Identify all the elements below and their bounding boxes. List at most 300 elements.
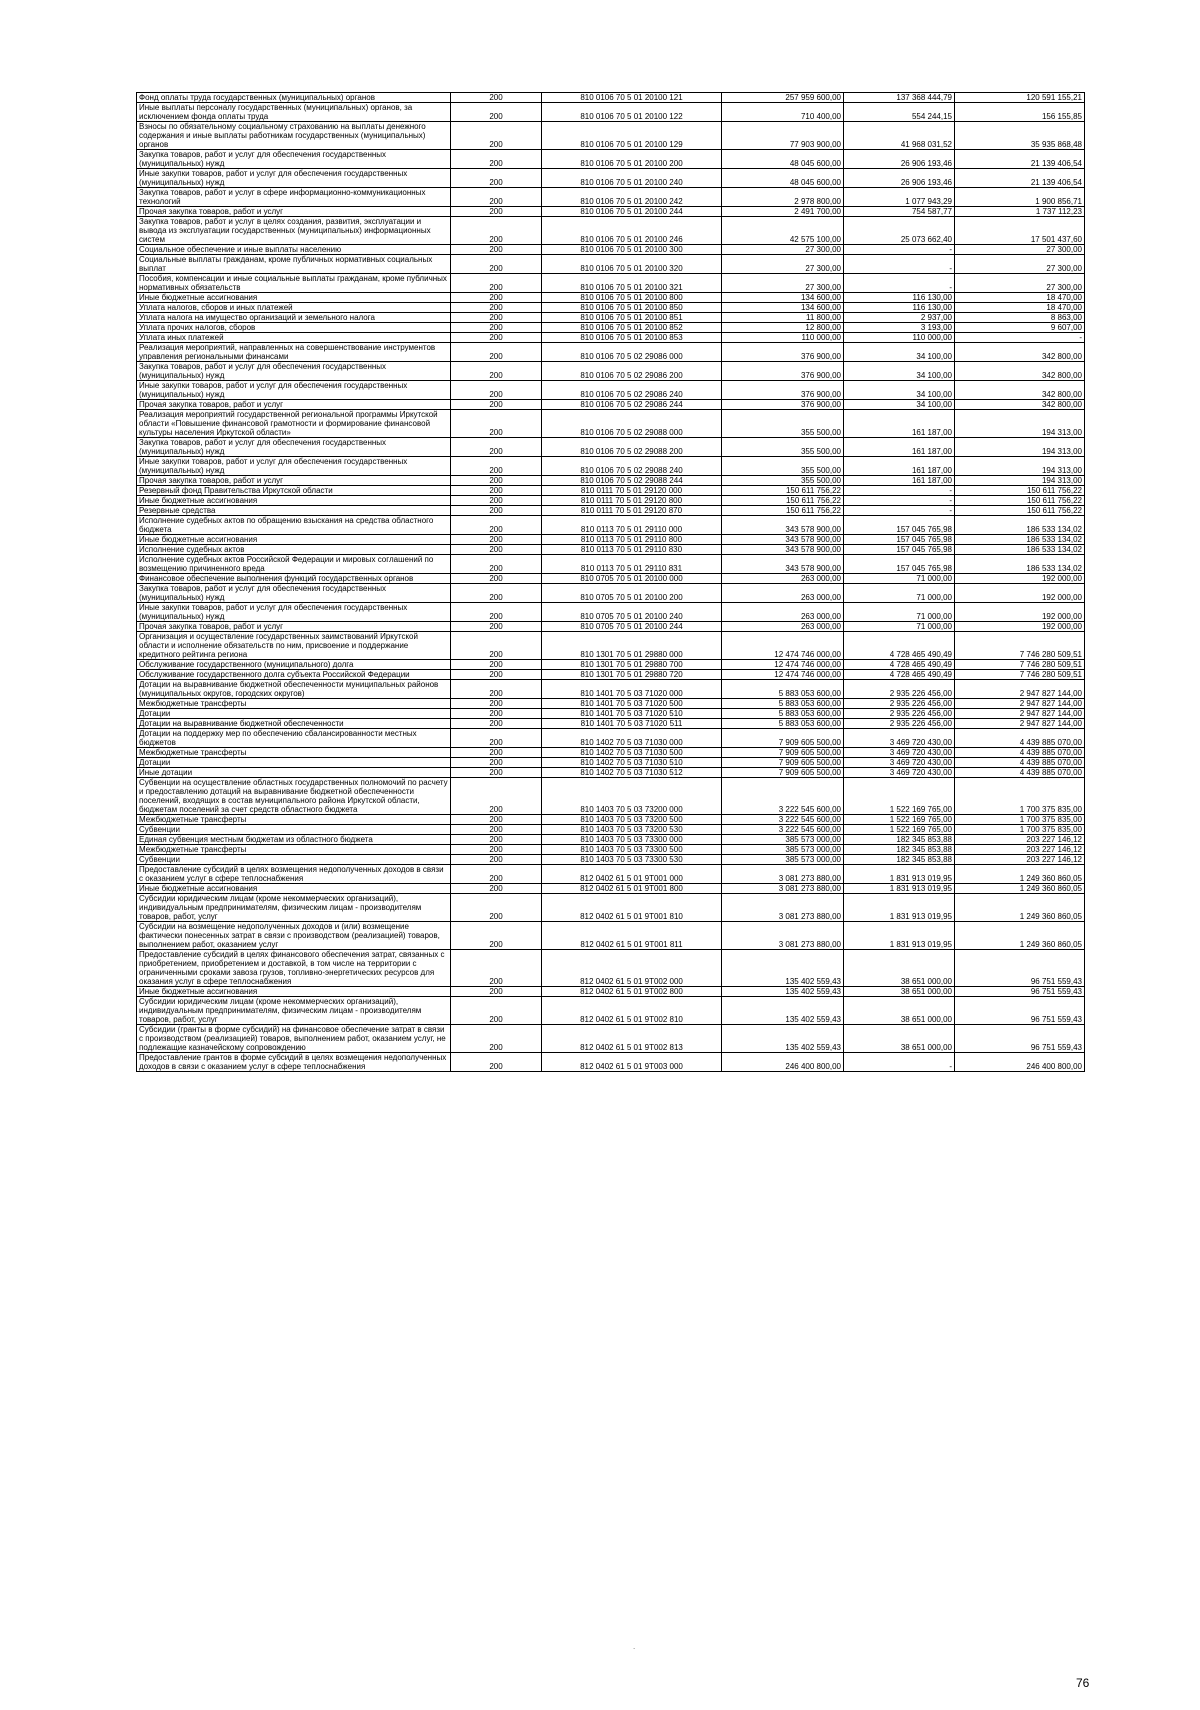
table-row <box>137 768 1085 778</box>
row-approved: 5 883 053 600,00 <box>722 699 844 709</box>
table-row <box>137 457 1085 476</box>
row-executed: 157 045 765,98 <box>844 535 955 545</box>
row-remaining: 27 300,00 <box>955 245 1085 255</box>
row-name: Прочая закупка товаров, работ и услуг <box>137 400 451 410</box>
row-remaining: 203 227 146,12 <box>955 835 1085 845</box>
row-executed: 41 968 031,52 <box>844 122 955 150</box>
row-budget-code: 810 0111 70 5 01 29120 800 <box>542 496 722 506</box>
row-executed: 1 831 913 019,95 <box>844 894 955 922</box>
row-remaining: 35 935 868,48 <box>955 122 1085 150</box>
row-approved: 263 000,00 <box>722 574 844 584</box>
row-approved: 12 800,00 <box>722 323 844 333</box>
row-remaining: 150 611 756,22 <box>955 486 1085 496</box>
row-code: 200 <box>451 362 542 381</box>
row-remaining: 1 700 375 835,00 <box>955 815 1085 825</box>
row-code: 200 <box>451 748 542 758</box>
row-name: Взносы по обязательному социальному страхованию на выплаты денежного содержания и иные выплаты работникам государственных (муниципальных) органов <box>137 122 451 150</box>
row-executed: - <box>844 1053 955 1072</box>
row-executed: 38 651 000,00 <box>844 997 955 1025</box>
row-executed: 161 187,00 <box>844 476 955 486</box>
row-budget-code: 810 0113 70 5 01 29110 800 <box>542 535 722 545</box>
row-executed: 1 831 913 019,95 <box>844 884 955 894</box>
row-remaining: 192 000,00 <box>955 603 1085 622</box>
row-remaining: 1 249 360 860,05 <box>955 922 1085 950</box>
row-executed: 754 587,77 <box>844 207 955 217</box>
row-budget-code: 810 1403 70 5 03 73200 500 <box>542 815 722 825</box>
table-row <box>137 245 1085 255</box>
row-approved: 7 909 605 500,00 <box>722 748 844 758</box>
table-row <box>137 516 1085 535</box>
row-budget-code: 810 1402 70 5 03 71030 510 <box>542 758 722 768</box>
row-name: Иные бюджетные ассигнования <box>137 496 451 506</box>
row-budget-code: 810 0106 70 5 01 20100 246 <box>542 217 722 245</box>
row-approved: 135 402 559,43 <box>722 997 844 1025</box>
table-row <box>137 293 1085 303</box>
row-name: Закупка товаров, работ и услуг в сфере информационно-коммуникационных технологий <box>137 188 451 207</box>
row-budget-code: 810 0106 70 5 01 20100 121 <box>542 93 722 103</box>
row-approved: 7 909 605 500,00 <box>722 768 844 778</box>
row-code: 200 <box>451 884 542 894</box>
row-name: Закупка товаров, работ и услуг для обеспечения государственных (муниципальных) нужд <box>137 584 451 603</box>
row-remaining: 96 751 559,43 <box>955 1025 1085 1053</box>
table-row <box>137 103 1085 122</box>
row-approved: 385 573 000,00 <box>722 855 844 865</box>
row-remaining: 203 227 146,12 <box>955 855 1085 865</box>
row-code: 200 <box>451 709 542 719</box>
row-approved: 5 883 053 600,00 <box>722 719 844 729</box>
row-approved: 12 474 746 000,00 <box>722 660 844 670</box>
row-approved: 135 402 559,43 <box>722 1025 844 1053</box>
row-remaining: 27 300,00 <box>955 255 1085 274</box>
row-name: Уплата налога на имущество организаций и земельного налога <box>137 313 451 323</box>
row-code: 200 <box>451 632 542 660</box>
table-row <box>137 835 1085 845</box>
row-budget-code: 810 0106 70 5 02 29088 200 <box>542 438 722 457</box>
row-name: Обслуживание государственного (муниципального) долга <box>137 660 451 670</box>
table-row <box>137 555 1085 574</box>
table-row <box>137 950 1085 987</box>
row-executed: - <box>844 274 955 293</box>
row-name: Финансовое обеспечение выполнения функций государственных органов <box>137 574 451 584</box>
row-name: Реализация мероприятий государственной региональной программы Иркутской области «Повышение финансовой грамотности и формирование финансовой культуры населения Иркутской области» <box>137 410 451 438</box>
row-budget-code: 810 0106 70 5 01 20100 129 <box>542 122 722 150</box>
row-approved: 263 000,00 <box>722 584 844 603</box>
row-budget-code: 810 1401 70 5 03 71020 511 <box>542 719 722 729</box>
row-name: Социальное обеспечение и иные выплаты населению <box>137 245 451 255</box>
row-approved: 710 400,00 <box>722 103 844 122</box>
row-approved: 355 500,00 <box>722 457 844 476</box>
row-remaining: 1 249 360 860,05 <box>955 865 1085 884</box>
row-code: 200 <box>451 535 542 545</box>
row-code: 200 <box>451 815 542 825</box>
row-executed: 1 522 169 765,00 <box>844 825 955 835</box>
row-budget-code: 810 0106 70 5 01 20100 853 <box>542 333 722 343</box>
row-name: Дотации на выравнивание бюджетной обеспеченности <box>137 719 451 729</box>
row-name: Субвенции <box>137 825 451 835</box>
row-remaining: 150 611 756,22 <box>955 496 1085 506</box>
table-row <box>137 719 1085 729</box>
row-executed: 2 935 226 456,00 <box>844 699 955 709</box>
row-remaining: 342 800,00 <box>955 343 1085 362</box>
row-executed: - <box>844 245 955 255</box>
row-budget-code: 810 1401 70 5 03 71020 000 <box>542 680 722 699</box>
row-budget-code: 810 0113 70 5 01 29110 830 <box>542 545 722 555</box>
row-code: 200 <box>451 486 542 496</box>
row-approved: 3 222 545 600,00 <box>722 778 844 815</box>
row-approved: 343 578 900,00 <box>722 516 844 535</box>
table-row <box>137 855 1085 865</box>
row-budget-code: 810 1301 70 5 01 29880 720 <box>542 670 722 680</box>
table-row <box>137 486 1085 496</box>
row-name: Закупка товаров, работ и услуг для обеспечения государственных (муниципальных) нужд <box>137 438 451 457</box>
row-budget-code: 812 0402 61 5 01 9Т001 810 <box>542 894 722 922</box>
row-budget-code: 810 1301 70 5 01 29880 000 <box>542 632 722 660</box>
row-executed: 137 368 444,79 <box>844 93 955 103</box>
row-remaining: 156 155,85 <box>955 103 1085 122</box>
row-code: 200 <box>451 343 542 362</box>
row-code: 200 <box>451 207 542 217</box>
row-name: Единая субвенция местным бюджетам из областного бюджета <box>137 835 451 845</box>
row-approved: 7 909 605 500,00 <box>722 758 844 768</box>
row-approved: 27 300,00 <box>722 245 844 255</box>
row-budget-code: 810 0106 70 5 01 20100 851 <box>542 313 722 323</box>
row-name: Субсидии юридическим лицам (кроме некоммерческих организаций), индивидуальным предпринимателям, физическим лицам - производителям товаров, работ, услуг <box>137 894 451 922</box>
row-name: Дотации <box>137 758 451 768</box>
row-budget-code: 810 0106 70 5 02 29086 000 <box>542 343 722 362</box>
row-name: Закупка товаров, работ и услуг для обеспечения государственных (муниципальных) нужд <box>137 362 451 381</box>
row-name: Резервный фонд Правительства Иркутской области <box>137 486 451 496</box>
row-approved: 134 600,00 <box>722 303 844 313</box>
row-executed: 3 193,00 <box>844 323 955 333</box>
row-executed: 1 831 913 019,95 <box>844 922 955 950</box>
row-approved: 3 222 545 600,00 <box>722 815 844 825</box>
row-code: 200 <box>451 506 542 516</box>
row-executed: 2 935 226 456,00 <box>844 719 955 729</box>
row-approved: 42 575 100,00 <box>722 217 844 245</box>
row-code: 200 <box>451 457 542 476</box>
table-row <box>137 188 1085 207</box>
row-executed: 4 728 465 490,49 <box>844 660 955 670</box>
row-name: Субвенции на осуществление областных государственных полномочий по расчету и предоставлению дотаций на выравнивание бюджетной обеспеченности поселений, входящих в состав муниципального района Иркутской области, бюджетам поселений за счет средств областного бюджета <box>137 778 451 815</box>
row-code: 200 <box>451 584 542 603</box>
row-approved: 77 903 900,00 <box>722 122 844 150</box>
row-code: 200 <box>451 323 542 333</box>
row-approved: 343 578 900,00 <box>722 545 844 555</box>
row-name: Иные бюджетные ассигнования <box>137 987 451 997</box>
row-executed: 71 000,00 <box>844 603 955 622</box>
row-executed: 182 345 853,88 <box>844 845 955 855</box>
row-approved: 355 500,00 <box>722 410 844 438</box>
table-row <box>137 217 1085 245</box>
table-row <box>137 584 1085 603</box>
row-executed: 34 100,00 <box>844 343 955 362</box>
row-executed: 3 469 720 430,00 <box>844 768 955 778</box>
row-code: 200 <box>451 768 542 778</box>
table-row <box>137 400 1085 410</box>
row-approved: 385 573 000,00 <box>722 845 844 855</box>
row-executed: 71 000,00 <box>844 574 955 584</box>
row-budget-code: 810 0705 70 5 01 20100 200 <box>542 584 722 603</box>
row-budget-code: 810 1403 70 5 03 73300 500 <box>542 845 722 855</box>
row-executed: 1 831 913 019,95 <box>844 865 955 884</box>
row-approved: 3 081 273 880,00 <box>722 884 844 894</box>
row-remaining: 18 470,00 <box>955 303 1085 313</box>
row-name: Социальные выплаты гражданам, кроме публичных нормативных социальных выплат <box>137 255 451 274</box>
page-number: 76 <box>1076 1676 1090 1690</box>
row-remaining: 4 439 885 070,00 <box>955 758 1085 768</box>
row-approved: 343 578 900,00 <box>722 535 844 545</box>
row-remaining: 186 533 134,02 <box>955 545 1085 555</box>
table-row <box>137 709 1085 719</box>
table-row <box>137 574 1085 584</box>
row-remaining: 342 800,00 <box>955 381 1085 400</box>
table-row <box>137 748 1085 758</box>
table-row <box>137 825 1085 835</box>
row-budget-code: 810 0106 70 5 01 20100 850 <box>542 303 722 313</box>
row-budget-code: 810 0106 70 5 01 20100 320 <box>542 255 722 274</box>
row-executed: 157 045 765,98 <box>844 555 955 574</box>
row-budget-code: 810 0705 70 5 01 20100 244 <box>542 622 722 632</box>
row-name: Резервные средства <box>137 506 451 516</box>
row-code: 200 <box>451 1025 542 1053</box>
row-executed: 71 000,00 <box>844 584 955 603</box>
row-approved: 135 402 559,43 <box>722 987 844 997</box>
table-row <box>137 255 1085 274</box>
table-row <box>137 987 1085 997</box>
table-row <box>137 207 1085 217</box>
row-budget-code: 810 0106 70 5 02 29086 200 <box>542 362 722 381</box>
row-executed: 4 728 465 490,49 <box>844 670 955 680</box>
row-executed: 34 100,00 <box>844 381 955 400</box>
row-remaining: 203 227 146,12 <box>955 845 1085 855</box>
row-name: Субсидии (гранты в форме субсидий) на финансовое обеспечение затрат в связи с производством (реализацией) товаров, выполнением работ, оказанием услуг, не подлежащие казначейскому сопровождению <box>137 1025 451 1053</box>
row-remaining: 194 313,00 <box>955 457 1085 476</box>
table-row <box>137 815 1085 825</box>
row-executed: 3 469 720 430,00 <box>844 748 955 758</box>
row-budget-code: 810 0106 70 5 01 20100 240 <box>542 169 722 188</box>
row-approved: 27 300,00 <box>722 274 844 293</box>
row-name: Субсидии юридическим лицам (кроме некоммерческих организаций), индивидуальным предпринимателям, физическим лицам - производителям товаров, работ, услуг <box>137 997 451 1025</box>
row-name: Иные закупки товаров, работ и услуг для обеспечения государственных (муниципальных) нужд <box>137 169 451 188</box>
row-approved: 376 900,00 <box>722 400 844 410</box>
row-name: Межбюджетные трансферты <box>137 815 451 825</box>
row-remaining: 2 947 827 144,00 <box>955 680 1085 699</box>
row-remaining: 186 533 134,02 <box>955 535 1085 545</box>
row-executed: 182 345 853,88 <box>844 855 955 865</box>
row-name: Предоставление субсидий в целях возмещения недополученных доходов в связи с оказанием услуг в сфере теплоснабжения <box>137 865 451 884</box>
row-remaining: 2 947 827 144,00 <box>955 719 1085 729</box>
row-code: 200 <box>451 574 542 584</box>
row-executed: 161 187,00 <box>844 438 955 457</box>
row-executed: - <box>844 255 955 274</box>
row-approved: 257 959 600,00 <box>722 93 844 103</box>
row-executed: 1 522 169 765,00 <box>844 815 955 825</box>
table-row <box>137 333 1085 343</box>
row-remaining: 246 400 800,00 <box>955 1053 1085 1072</box>
row-remaining: 96 751 559,43 <box>955 987 1085 997</box>
table-body <box>137 93 1085 1072</box>
row-executed: 2 935 226 456,00 <box>844 709 955 719</box>
row-remaining: 342 800,00 <box>955 362 1085 381</box>
row-approved: 263 000,00 <box>722 603 844 622</box>
table-row <box>137 381 1085 400</box>
row-code: 200 <box>451 660 542 670</box>
row-name: Пособия, компенсации и иные социальные выплаты гражданам, кроме публичных нормативных обязательств <box>137 274 451 293</box>
row-budget-code: 810 0113 70 5 01 29110 831 <box>542 555 722 574</box>
row-remaining: 342 800,00 <box>955 400 1085 410</box>
row-remaining: 96 751 559,43 <box>955 950 1085 987</box>
row-remaining: 186 533 134,02 <box>955 516 1085 535</box>
row-code: 200 <box>451 150 542 169</box>
row-code: 200 <box>451 997 542 1025</box>
row-name: Дотации на выравнивание бюджетной обеспеченности муниципальных районов (муниципальных округов, городских округов) <box>137 680 451 699</box>
row-budget-code: 810 0106 70 5 02 29088 244 <box>542 476 722 486</box>
row-approved: 48 045 600,00 <box>722 150 844 169</box>
row-code: 200 <box>451 894 542 922</box>
row-executed: 161 187,00 <box>844 410 955 438</box>
row-budget-code: 810 0106 70 5 01 20100 321 <box>542 274 722 293</box>
row-remaining: 4 439 885 070,00 <box>955 748 1085 758</box>
row-budget-code: 810 1403 70 5 03 73200 000 <box>542 778 722 815</box>
row-budget-code: 812 0402 61 5 01 9Т002 813 <box>542 1025 722 1053</box>
row-approved: 376 900,00 <box>722 343 844 362</box>
row-code: 200 <box>451 410 542 438</box>
row-executed: 554 244,15 <box>844 103 955 122</box>
row-name: Закупка товаров, работ и услуг в целях создания, развития, эксплуатации и вывода из эксплуатации государственных (муниципальных) информационных систем <box>137 217 451 245</box>
table-row <box>137 729 1085 748</box>
row-budget-code: 812 0402 61 5 01 9Т001 811 <box>542 922 722 950</box>
table-row <box>137 632 1085 660</box>
row-code: 200 <box>451 922 542 950</box>
row-code: 200 <box>451 381 542 400</box>
row-budget-code: 810 0106 70 5 01 20100 122 <box>542 103 722 122</box>
table-row <box>137 343 1085 362</box>
row-remaining: 96 751 559,43 <box>955 997 1085 1025</box>
row-budget-code: 810 1401 70 5 03 71020 500 <box>542 699 722 709</box>
row-executed: 38 651 000,00 <box>844 950 955 987</box>
row-executed: 26 906 193,46 <box>844 169 955 188</box>
row-name: Прочая закупка товаров, работ и услуг <box>137 207 451 217</box>
row-name: Иные закупки товаров, работ и услуг для обеспечения государственных (муниципальных) нужд <box>137 603 451 622</box>
row-approved: 11 800,00 <box>722 313 844 323</box>
row-name: Предоставление грантов в форме субсидий в целях возмещения недополученных доходов в связи с оказанием услуг в сфере теплоснабжения <box>137 1053 451 1072</box>
table-row <box>137 169 1085 188</box>
row-executed: 110 000,00 <box>844 333 955 343</box>
table-row <box>137 894 1085 922</box>
row-code: 200 <box>451 476 542 486</box>
row-executed: 161 187,00 <box>844 457 955 476</box>
row-budget-code: 812 0402 61 5 01 9Т002 800 <box>542 987 722 997</box>
table-row <box>137 1053 1085 1072</box>
row-budget-code: 810 0106 70 5 02 29088 240 <box>542 457 722 476</box>
table-row <box>137 303 1085 313</box>
row-remaining: 1 249 360 860,05 <box>955 884 1085 894</box>
row-name: Иные дотации <box>137 768 451 778</box>
row-remaining: 9 607,00 <box>955 323 1085 333</box>
row-remaining: 194 313,00 <box>955 438 1085 457</box>
row-budget-code: 810 0705 70 5 01 20100 240 <box>542 603 722 622</box>
row-name: Иные выплаты персоналу государственных (муниципальных) органов, за исключением фонда оплаты труда <box>137 103 451 122</box>
row-name: Исполнение судебных актов Российской Федерации и мировых соглашений по возмещению причиненного вреда <box>137 555 451 574</box>
row-code: 200 <box>451 217 542 245</box>
table-row <box>137 410 1085 438</box>
row-remaining: 186 533 134,02 <box>955 555 1085 574</box>
row-code: 200 <box>451 1053 542 1072</box>
row-code: 200 <box>451 825 542 835</box>
row-code: 200 <box>451 313 542 323</box>
row-name: Обслуживание государственного долга субъекта Российской Федерации <box>137 670 451 680</box>
row-code: 200 <box>451 865 542 884</box>
row-code: 200 <box>451 255 542 274</box>
row-name: Закупка товаров, работ и услуг для обеспечения государственных (муниципальных) нужд <box>137 150 451 169</box>
row-budget-code: 810 0111 70 5 01 29120 870 <box>542 506 722 516</box>
row-remaining: 4 439 885 070,00 <box>955 768 1085 778</box>
row-code: 200 <box>451 333 542 343</box>
row-name: Организация и осуществление государственных заимствований Иркутской области и исполнение обязательств по ним, присвоение и поддержание кредитного рейтинга региона <box>137 632 451 660</box>
row-remaining: 1 249 360 860,05 <box>955 894 1085 922</box>
row-code: 200 <box>451 680 542 699</box>
row-approved: 12 474 746 000,00 <box>722 632 844 660</box>
row-name: Реализация мероприятий, направленных на совершенствование инструментов управления региональными финансами <box>137 343 451 362</box>
table-row <box>137 362 1085 381</box>
row-code: 200 <box>451 555 542 574</box>
row-approved: 5 883 053 600,00 <box>722 680 844 699</box>
row-code: 200 <box>451 855 542 865</box>
row-budget-code: 812 0402 61 5 01 9Т001 000 <box>542 865 722 884</box>
row-remaining: 27 300,00 <box>955 274 1085 293</box>
row-name: Предоставление субсидий в целях финансового обеспечения затрат, связанных с приобретением, приобретением и доставкой, в том числе на территории с ограниченными сроками завоза грузов, топливно-энергетических ресурсов для оказания услуг в сфере теплоснабжения <box>137 950 451 987</box>
row-executed: 25 073 662,40 <box>844 217 955 245</box>
row-budget-code: 810 0106 70 5 01 20100 300 <box>542 245 722 255</box>
row-remaining: 17 501 437,60 <box>955 217 1085 245</box>
row-approved: 3 081 273 880,00 <box>722 865 844 884</box>
table-row <box>137 622 1085 632</box>
row-code: 200 <box>451 103 542 122</box>
row-executed: 4 728 465 490,49 <box>844 632 955 660</box>
row-name: Иные закупки товаров, работ и услуг для обеспечения государственных (муниципальных) нужд <box>137 457 451 476</box>
row-remaining: 192 000,00 <box>955 574 1085 584</box>
row-executed: 116 130,00 <box>844 293 955 303</box>
row-executed: 182 345 853,88 <box>844 835 955 845</box>
table-row <box>137 313 1085 323</box>
table-row <box>137 274 1085 293</box>
row-budget-code: 810 1401 70 5 03 71020 510 <box>542 709 722 719</box>
table-row <box>137 997 1085 1025</box>
row-remaining: 150 611 756,22 <box>955 506 1085 516</box>
row-budget-code: 810 0106 70 5 01 20100 244 <box>542 207 722 217</box>
row-executed: 157 045 765,98 <box>844 516 955 535</box>
table-row <box>137 680 1085 699</box>
table-row <box>137 506 1085 516</box>
row-budget-code: 810 1403 70 5 03 73200 530 <box>542 825 722 835</box>
row-code: 200 <box>451 303 542 313</box>
row-remaining: 1 737 112,23 <box>955 207 1085 217</box>
row-name: Субвенции <box>137 855 451 865</box>
row-executed: 2 937,00 <box>844 313 955 323</box>
row-approved: 343 578 900,00 <box>722 555 844 574</box>
table-row <box>137 922 1085 950</box>
table-row <box>137 1025 1085 1053</box>
row-executed: - <box>844 486 955 496</box>
row-approved: 110 000,00 <box>722 333 844 343</box>
row-approved: 48 045 600,00 <box>722 169 844 188</box>
row-code: 200 <box>451 729 542 748</box>
row-name: Иные бюджетные ассигнования <box>137 884 451 894</box>
row-budget-code: 810 0106 70 5 01 20100 200 <box>542 150 722 169</box>
row-approved: 355 500,00 <box>722 476 844 486</box>
row-code: 200 <box>451 545 542 555</box>
row-name: Уплата прочих налогов, сборов <box>137 323 451 333</box>
